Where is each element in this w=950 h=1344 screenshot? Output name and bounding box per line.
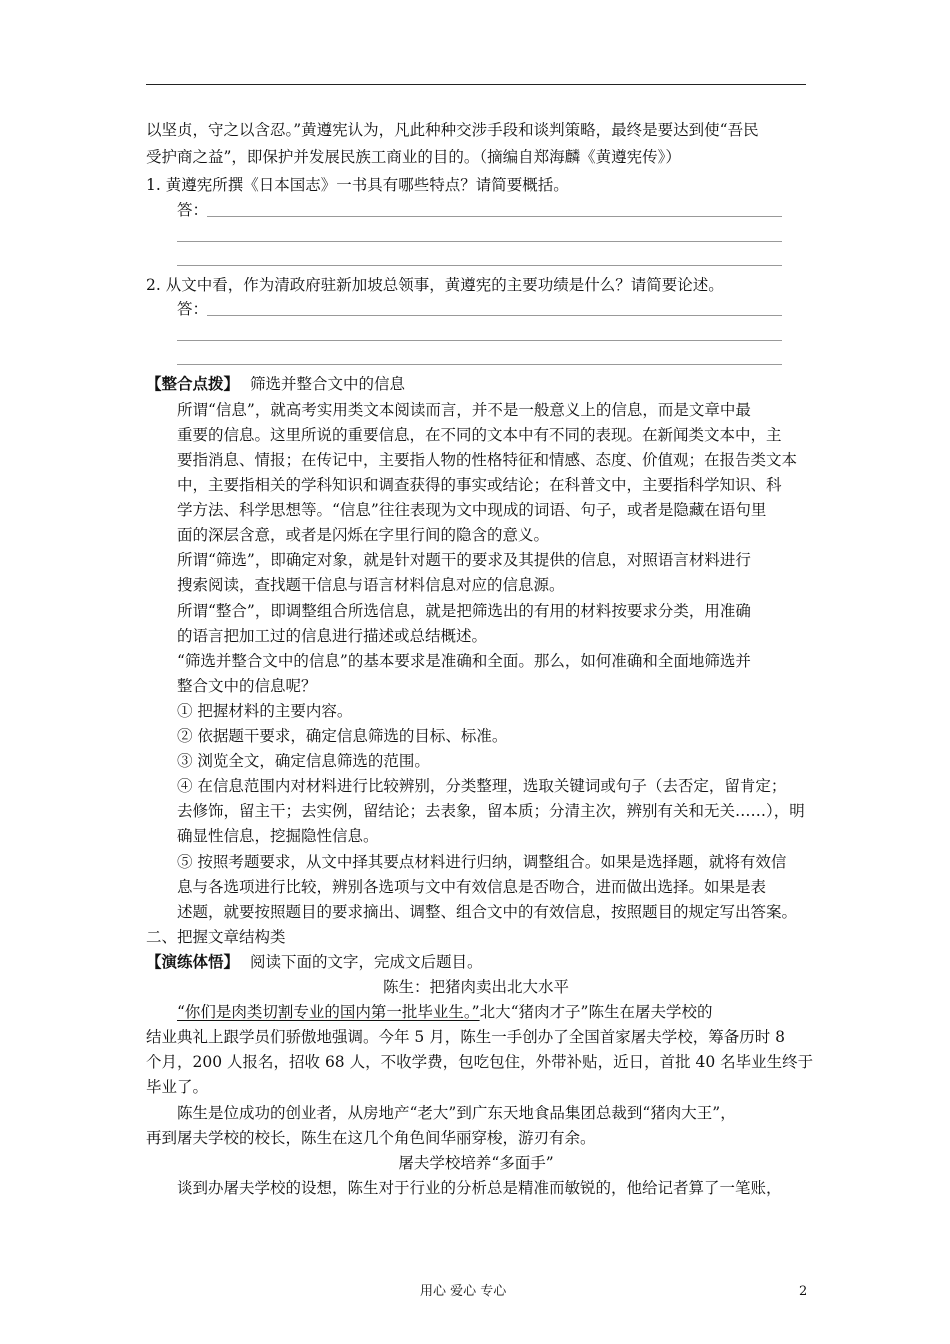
question-1: 1. 黄遵宪所撰《日本国志》一书具有哪些特点？请简要概括。 — [146, 176, 569, 194]
text-line: 重要的信息。这里所说的重要信息，在不同的文本中有不同的表现。在新闻类文本中，主 — [177, 426, 782, 444]
practice-heading-bracket: 【演练体悟】 — [146, 952, 240, 971]
header-rule — [146, 84, 806, 85]
page-number: 2 — [799, 1284, 808, 1299]
text-line: 谈到办屠夫学校的设想，陈生对于行业的分析总是精准而敏锐的，他给记者算了一笔账， — [177, 1179, 782, 1197]
text-line: 所谓“信息”，就高考实用类文本阅读而言，并不是一般意义上的信息，而是文章中最 — [177, 401, 751, 419]
step-item: ④ 在信息范围内对材料进行比较辨别，分类整理，选取关键词或句子（去否定，留肯定； — [177, 777, 787, 795]
answer-line — [177, 265, 782, 266]
text-line: 息与各选项进行比较，辨别各选项与文中有效信息是否吻合，进而做出选择。如果是表 — [177, 878, 767, 896]
text-line — [177, 1001, 712, 1023]
text-line: 述题，就要按照题目的要求摘出、调整、组合文中的有效信息，按照题目的规定写出答案。 — [177, 903, 798, 921]
answer-line — [207, 315, 782, 316]
step-item: ⑤ 按照考题要求，从文中择其要点材料进行归纳，调整组合。如果是选择题，就将有效信 — [177, 853, 787, 871]
answer-line — [177, 364, 782, 365]
text-line: 结业典礼上跟学员们骄傲地强调。今年 5 月，陈生一手创办了全国首家屠夫学校，筹备历时 8 — [146, 1028, 786, 1046]
tip-heading — [146, 373, 405, 395]
answer-line — [207, 216, 782, 217]
question-2: 2. 从文中看，作为清政府驻新加坡总领事，黄遵宪的主要功绩是什么？请简要论述。 — [146, 276, 724, 294]
text-line: 整合文中的信息呢？ — [177, 677, 317, 695]
text-line: 搜索阅读，查找题干信息与语言材料信息对应的信息源。 — [177, 576, 565, 594]
article-subtitle: 屠夫学校培养“多面手” — [398, 1154, 554, 1172]
text-line: 再到屠夫学校的校长，陈生在这几个角色间华丽穿梭，游刃有余。 — [146, 1129, 596, 1147]
text-line: 陈生是位成功的创业者，从房地产“老大”到广东天地食品集团总裁到“猪肉大王”， — [177, 1104, 736, 1122]
text-line: 面的深层含意，或者是闪烁在字里行间的隐含的意义。 — [177, 526, 550, 544]
text-line: 中，主要指相关的学科知识和调查获得的事实或结论；在科普文中，主要指科学知识、科 — [177, 476, 782, 494]
answer-line — [177, 340, 782, 341]
text-line: 学方法、科学思想等。“信息”往往表现为文中现成的词语、句子，或者是隐藏在语句里 — [177, 501, 767, 519]
text-line: 的语言把加工过的信息进行描述或总结概述。 — [177, 627, 488, 645]
tip-heading-text: 筛选并整合文中的信息 — [249, 375, 405, 393]
answer-label: 答： — [177, 300, 209, 318]
text-line: 个月，200 人报名，招收 68 人，不收学费，包吃包住，外带补贴，近日，首批 40 名毕业生终于 — [146, 1053, 814, 1071]
article-title: 陈生：把猪肉卖出北大水平 — [382, 978, 569, 996]
practice-heading-text: 阅读下面的文字，完成文后题目。 — [249, 953, 483, 971]
text-line: 去修饰，留主干；去实例，留结论；去表象，留本质；分清主次，辨别有关和无关……），明 — [177, 802, 805, 820]
text-line: “筛选并整合文中的信息”的基本要求是准确和全面。那么，如何准确和全面地筛选并 — [177, 652, 751, 670]
section-heading: 二、把握文章结构类 — [146, 928, 286, 946]
practice-heading — [146, 951, 482, 973]
text-line: 要指消息、情报；在传记中，主要指人物的性格特征和情感、态度、价值观；在报告类文本 — [177, 451, 798, 469]
text-line: 所谓“筛选”，即确定对象，就是针对题干的要求及其提供的信息，对照语言材料进行 — [177, 551, 751, 569]
answer-label: 答： — [177, 201, 209, 219]
tip-heading-bracket: 【整合点拨】 — [146, 374, 240, 393]
answer-line — [177, 241, 782, 242]
underlined-quote: “你们是肉类切割专业的国内第一批毕业生。” — [177, 1003, 480, 1021]
footer-motto: 用心 爱心 专心 — [420, 1284, 507, 1299]
text-line: 以坚贞，守之以含忍。”黄遵宪认为，凡此种种交涉手段和谈判策略，最终是要达到使“吾民 — [146, 121, 759, 139]
text-line: 受护商之益”，即保护并发展民族工商业的目的。（摘编自郑海麟《黄遵宪传》） — [146, 148, 681, 166]
text-line: 所谓“整合”，即调整组合所选信息，就是把筛选出的有用的材料按要求分类，用准确 — [177, 602, 751, 620]
text-line: 毕业了。 — [146, 1078, 209, 1096]
text-line: 确显性信息，挖掘隐性信息。 — [177, 827, 379, 845]
step-item: ③ 浏览全文，确定信息筛选的范围。 — [177, 752, 430, 770]
text-fragment: 北大“猪肉才子”陈生在屠夫学校的 — [479, 1003, 713, 1021]
step-item: ② 依据题干要求，确定信息筛选的目标、标准。 — [177, 727, 508, 745]
step-item: ① 把握材料的主要内容。 — [177, 702, 353, 720]
